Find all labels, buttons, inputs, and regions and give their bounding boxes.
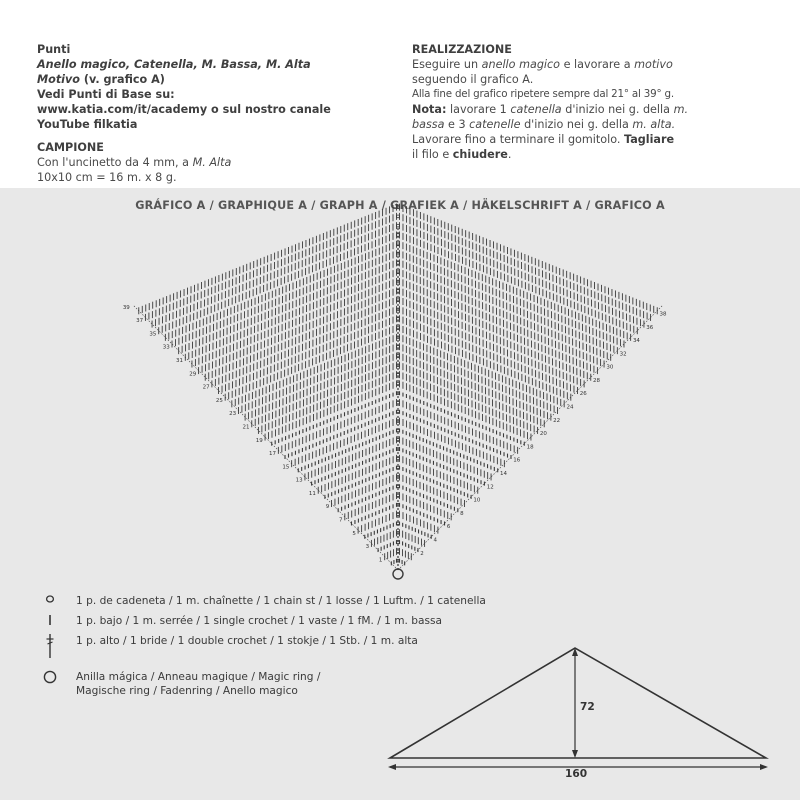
width-dimension: 160	[565, 768, 588, 780]
row-label-left: 7	[339, 517, 343, 524]
realizzazione-line-1	[412, 57, 772, 72]
row-label-right: 2	[420, 550, 424, 557]
campione-text: Con l'uncinetto da 4 mm, a	[37, 156, 193, 169]
double-crochet-icon	[40, 634, 60, 664]
text-span: Lavorare fino a terminare il gomitolo.	[412, 133, 624, 146]
chart-row	[192, 278, 604, 367]
text-span: motivo	[634, 58, 673, 71]
row-label-right: 4	[433, 537, 438, 544]
row-label-left: 15	[282, 464, 290, 471]
row-label-right: 20	[539, 431, 547, 438]
legend-ring-text-1: Anilla mágica / Anneau magique / Magic ring /	[76, 671, 321, 683]
row-label-right: 12	[486, 484, 494, 491]
chain-stitch-icon	[40, 594, 60, 608]
row-label-right: 10	[473, 497, 481, 504]
row-label-left: 31	[176, 358, 184, 365]
text-span: catenella	[510, 103, 562, 116]
row-label-left: 39	[122, 304, 130, 311]
base-link[interactable]: www.katia.com/it/academy o sul nostro canale	[37, 103, 331, 116]
row-label-right: 14	[500, 470, 508, 477]
realizzazione-line-3: Alla fine del grafico ripetere sempre dal 21° al 39° g.	[412, 88, 674, 100]
row-label-left: 9	[325, 504, 330, 511]
text-span: e lavorare a	[560, 58, 635, 71]
base-channel[interactable]: YouTube filkatia	[37, 118, 138, 131]
row-label-right: 32	[619, 351, 627, 358]
instructions-panel	[0, 0, 800, 188]
row-label-right: 22	[553, 417, 561, 424]
text-span: e 3	[444, 118, 470, 131]
motivo-label: Motivo	[37, 73, 80, 86]
realizzazione-line-4	[412, 102, 772, 117]
row-label-right: 36	[646, 324, 654, 331]
row-label-right: 28	[593, 377, 601, 384]
row-label-left: 13	[295, 477, 303, 484]
row-label-left: 1	[378, 557, 383, 564]
realizzazione-heading: REALIZZAZIONE	[412, 43, 512, 56]
row-label-left: 11	[308, 490, 316, 497]
row-label-right: 30	[606, 364, 614, 371]
row-label-right: 8	[460, 510, 464, 517]
single-crochet-icon	[40, 614, 60, 630]
text-span: m.	[673, 103, 689, 116]
campione-line-1	[37, 155, 397, 170]
chart-row	[212, 306, 584, 387]
legend-chain-text: 1 p. de cadeneta / 1 m. chaînette / 1 chain st / 1 losse / 1 Luftm. / 1 catenella	[76, 595, 486, 607]
text-span: Nota:	[412, 103, 447, 116]
text-span: bassa	[412, 118, 445, 131]
row-label-left: 17	[269, 451, 277, 458]
realizzazione-column	[412, 42, 772, 162]
row-label-left: 25	[215, 397, 223, 404]
realizzazione-line-5	[412, 117, 772, 132]
text-span: Eseguire un	[412, 58, 482, 71]
motivo-ref: (v. grafico A)	[79, 73, 165, 86]
row-label-left: 29	[189, 371, 197, 378]
row-label-left: 3	[365, 544, 370, 551]
row-label-left: 35	[149, 331, 157, 338]
magic-ring-icon	[393, 569, 403, 579]
campione-stitch: M. Alta	[192, 156, 232, 169]
magic-ring-icon	[40, 670, 60, 688]
width-arrow-head-left	[388, 764, 396, 770]
row-label-right: 18	[526, 444, 534, 451]
text-span: d'inizio nei g. della	[561, 103, 674, 116]
materials-column	[37, 42, 397, 185]
campione-line-2: 10x10 cm = 16 m. x 8 g.	[37, 171, 177, 184]
height-dimension: 72	[580, 701, 595, 713]
row-label-left: 37	[136, 318, 144, 325]
legend-ring-text-2: Magische ring / Fadenring / Anello magico	[76, 685, 298, 697]
row-label-left: 19	[255, 437, 263, 444]
punti-heading: Punti	[37, 43, 71, 56]
text-span: d'inizio nei g. della	[520, 118, 633, 131]
row-label-left: 27	[202, 384, 210, 391]
row-label-right: 16	[513, 457, 521, 464]
text-span: il filo e	[412, 148, 453, 161]
punti-stitches: Anello magico, Catenella, M. Bassa, M. Alta	[37, 58, 311, 71]
campione-heading: CAMPIONE	[37, 141, 104, 154]
text-span: catenelle	[469, 118, 521, 131]
row-label-right: 6	[446, 524, 451, 531]
text-span: chiudere	[452, 148, 508, 161]
realizzazione-line-7	[412, 147, 772, 162]
height-arrow-head-bottom	[572, 750, 578, 758]
text-span: anello magico	[481, 58, 561, 71]
legend-sc-text: 1 p. bajo / 1 m. serrée / 1 single crochet / 1 vaste / 1 fM. / 1 m. bassa	[76, 615, 443, 627]
row-label-left: 33	[162, 344, 170, 351]
width-arrow-head-right	[760, 764, 768, 770]
realizzazione-line-2: seguendo il grafico A.	[412, 73, 534, 86]
legend-dc-text: 1 p. alto / 1 bride / 1 double crochet / 1 stokje / 1 Stb. / 1 m. alta	[76, 635, 418, 647]
realizzazione-line-6	[412, 132, 772, 147]
row-label-right: 38	[659, 311, 667, 318]
base-heading: Vedi Punti di Base su:	[37, 88, 175, 101]
row-label-left: 23	[229, 411, 237, 418]
row-label-right: 24	[566, 404, 574, 411]
shawl-outline	[390, 648, 766, 758]
row-label-right: 34	[632, 338, 640, 345]
row-label-left: 21	[242, 424, 250, 431]
text-span: Tagliare	[624, 133, 675, 146]
row-label-left: 5	[352, 530, 356, 537]
crochet-chart	[0, 188, 800, 598]
text-span: lavorare 1	[446, 103, 511, 116]
text-span: m. alta.	[632, 118, 676, 131]
graph-title: GRÁFICO A / GRAPHIQUE A / GRAPH A / GRAFIEK A / HÄKELSCHRIFT A / GRAFICO A	[135, 199, 665, 212]
row-label-right: 26	[579, 391, 587, 398]
text-span: .	[507, 148, 512, 161]
motivo-line	[37, 72, 397, 87]
